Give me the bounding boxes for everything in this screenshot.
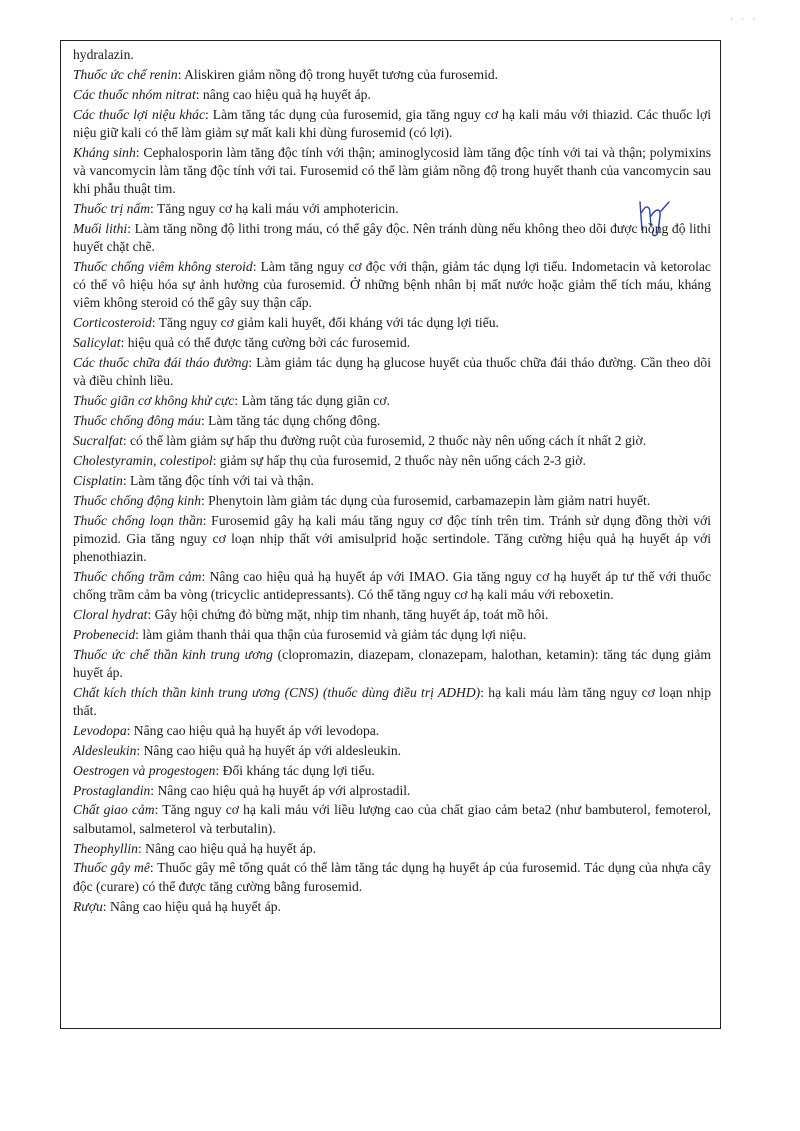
- interaction-text: : Làm tăng tác dụng giãn cơ.: [234, 393, 390, 409]
- drug-term: Các thuốc nhóm nitrat: [73, 86, 196, 102]
- interaction-text: : Tăng nguy cơ hạ kali máu với liều lượng cao của chất giao cảm beta2 (như bambuterol, femoterol, salbutamol, salmeterol và terbutalin).: [73, 802, 711, 836]
- interaction-text: : hiệu quả có thể được tăng cường bởi các furosemid.: [120, 335, 411, 351]
- interaction-entry: [73, 200, 711, 218]
- interaction-text: : làm giảm thanh thải qua thận của furosemid và giảm tác dụng lợi niệu.: [135, 626, 527, 642]
- interaction-entry: [73, 432, 711, 450]
- interaction-text: (clopromazin, diazepam, clonazepam, halothan, ketamin): tăng tác dụng giảm huyết áp.: [73, 646, 712, 680]
- interaction-text: : Nâng cao hiệu quả hạ huyết áp.: [102, 898, 281, 914]
- interaction-text: : Aliskiren giảm nồng độ trong huyết tương của furosemid.: [177, 66, 499, 82]
- interaction-entry: [73, 314, 711, 332]
- interaction-text: : Nâng cao hiệu quả hạ huyết áp với alprostadil.: [150, 782, 411, 798]
- interaction-text: : Furosemid gây hạ kali máu tăng nguy cơ độc tính trên tim. Tránh sử dụng đồng thời với pimozid. Gia tăng nguy cơ loạn nhịp thất với amisulprid hoặc sertindole. Tăng cường hiệu quả hạ huyết áp với phenothiazin.: [73, 512, 711, 564]
- interaction-text: : nâng cao hiệu quả hạ huyết áp.: [195, 86, 371, 102]
- drug-term: Thuốc chống động kinh: [73, 492, 201, 508]
- interaction-text: : Nâng cao hiệu quả hạ huyết áp với aldesleukin.: [136, 742, 402, 758]
- drug-term: Probenecid: [73, 626, 136, 642]
- interaction-text: : Cephalosporin làm tăng độc tính với thận; aminoglycosid làm tăng độc tính với tai và thận; polymixins và vancomycin làm tăng độc tính với tai. Furosemid có thể làm giảm nồng độ trong huyết thanh của vancomycin sau khi phẫu thuật tim.: [73, 144, 711, 197]
- drug-term: Các thuốc lợi niệu khác: [73, 106, 206, 122]
- drug-term: Theophyllin: [73, 840, 138, 856]
- interaction-text: : Tăng nguy cơ hạ kali máu với amphotericin.: [150, 201, 399, 217]
- interaction-entry: [73, 626, 711, 644]
- interaction-text: : có thể làm giảm sự hấp thu đường ruột của furosemid, 2 thuốc này nên uống cách ít nhất 2 giờ.: [122, 433, 647, 448]
- drug-term: Cisplatin: [73, 472, 123, 488]
- interaction-entry: [73, 742, 711, 760]
- interaction-entry: [73, 258, 711, 313]
- interaction-entry: [73, 606, 711, 624]
- intro-line: [73, 46, 711, 64]
- interaction-entry: [73, 334, 711, 352]
- interaction-text: : Làm tăng nồng độ lithi trong máu, có thể gây độc. Nên tránh dùng nếu không theo dõi được nồng độ lithi huyết chặt chẽ.: [73, 220, 711, 255]
- interaction-text: : hạ kali máu làm tăng nguy cơ loạn nhịp thất.: [73, 684, 711, 719]
- interaction-entry: [73, 412, 711, 430]
- interaction-list: [73, 46, 711, 917]
- drug-term: Cholestyramin, colestipol: [73, 452, 213, 468]
- interaction-text: : Nâng cao hiệu quả hạ huyết áp với IMAO. Gia tăng nguy cơ hạ huyết áp tư thế với thuốc chống trầm cảm ba vòng (tricyclic antidepressants). Có thể tăng nguy cơ hạ kali máu với reboxetin.: [73, 568, 712, 603]
- drug-term: Muối lithi: [73, 220, 128, 236]
- interaction-text: : Làm tăng nguy cơ độc với thận, giảm tác dụng lợi tiểu. Indometacin và ketorolac có thể vô hiệu hóa sự ảnh hưởng của furosemid. Ở những bệnh nhân bị mất nước hoặc giảm thể tích máu, kháng viêm không steroid có thể gây suy thận cấp.: [73, 259, 711, 311]
- drug-term: Các thuốc chữa đái tháo đường: [73, 355, 249, 371]
- interaction-text: : Thuốc gây mê tổng quát có thể làm tăng tác dụng hạ huyết áp của furosemid. Tác dụng của nhựa cây độc (curare) có thể được tăng cường bằng furosemid.: [73, 860, 712, 894]
- interaction-text: : Nâng cao hiệu quả hạ huyết áp.: [137, 840, 317, 856]
- drug-term: Thuốc chống loạn thần: [73, 512, 203, 528]
- drug-term: Kháng sinh: [73, 144, 136, 160]
- interaction-entry: [73, 898, 711, 916]
- interaction-text: : Làm tăng độc tính với tai và thận.: [122, 472, 314, 488]
- drug-term: Cloral hydrat: [73, 606, 148, 622]
- drug-term: Rượu: [73, 898, 103, 914]
- interaction-text: : Nâng cao hiệu quả hạ huyết áp với levodopa.: [126, 722, 380, 738]
- interaction-entry: [73, 86, 711, 104]
- intro-text: hydralazin.: [73, 47, 134, 62]
- drug-term: Thuốc chống viêm không steroid: [73, 259, 253, 275]
- entries: [73, 66, 711, 916]
- drug-term: Thuốc chống trầm cảm: [73, 568, 202, 584]
- scan-artifact: · · ·: [730, 14, 759, 24]
- drug-term: Salicylat: [73, 335, 121, 351]
- interaction-text: : Làm tăng tác dụng chống đông.: [201, 413, 381, 429]
- drug-term: Thuốc trị nấm: [73, 201, 151, 217]
- interaction-text: : Làm giảm tác dụng hạ glucose huyết của thuốc chữa đái tháo đường. Cần theo dõi và điều chỉnh liều.: [73, 355, 711, 389]
- interaction-entry: [73, 392, 711, 410]
- drug-term: Chất giao cảm: [73, 802, 155, 818]
- drug-term: Thuốc ức chế thần kinh trung ương: [73, 646, 273, 662]
- drug-term: Thuốc gây mê: [73, 860, 150, 876]
- interaction-text: : Tăng nguy cơ giảm kali huyết, đối kháng với tác dụng lợi tiểu.: [151, 315, 499, 331]
- interaction-entry: [73, 106, 711, 142]
- interaction-entry: [73, 722, 711, 740]
- drug-term: Chất kích thích thần kinh trung ương (CNS) (thuốc dùng điều trị ADHD): [73, 684, 481, 700]
- interaction-entry: [73, 840, 711, 858]
- interaction-entry: [73, 66, 711, 84]
- interaction-entry: [73, 472, 711, 490]
- interaction-entry: [73, 220, 711, 256]
- interaction-text: : Phenytoin làm giảm tác dụng của furosemid, carbamazepin làm giảm natri huyết.: [201, 492, 651, 508]
- drug-term: Aldesleukin: [73, 742, 137, 758]
- interaction-text: : Gây hội chứng đỏ bừng mặt, nhịp tim nhanh, tăng huyết áp, toát mồ hôi.: [147, 606, 549, 622]
- drug-term: Thuốc chống đông máu: [73, 413, 201, 429]
- interaction-entry: [73, 512, 711, 567]
- interaction-entry: [73, 782, 711, 800]
- interaction-text: : Làm tăng tác dụng của furosemid, gia tăng nguy cơ hạ kali máu với thiazid. Các thuốc lợi niệu giữ kali có thể làm giảm sự mất kali khi dùng furosemid (có lợi).: [73, 106, 711, 140]
- drug-term: Oestrogen và progestogen: [73, 762, 216, 778]
- interaction-entry: [73, 452, 711, 470]
- drug-term: Prostaglandin: [73, 782, 151, 798]
- interaction-entry: [73, 859, 711, 895]
- interaction-text: : Đối kháng tác dụng lợi tiểu.: [215, 762, 375, 778]
- drug-term: Levodopa: [73, 722, 127, 738]
- interaction-entry: [73, 144, 711, 199]
- interaction-entry: [73, 801, 711, 837]
- drug-term: Sucralfat: [73, 433, 123, 448]
- interaction-entry: [73, 646, 711, 682]
- drug-term: Thuốc giãn cơ không khử cực: [73, 393, 235, 409]
- interaction-entry: [73, 568, 711, 604]
- interaction-text: : giảm sự hấp thụ của furosemid, 2 thuốc này nên uống cách 2-3 giờ.: [212, 452, 586, 468]
- drug-term: Corticosteroid: [73, 315, 152, 331]
- interaction-entry: [73, 354, 711, 390]
- interaction-entry: [73, 762, 711, 780]
- interaction-entry: [73, 492, 711, 510]
- drug-term: Thuốc ức chế renin: [73, 66, 178, 82]
- interaction-entry: [73, 684, 711, 720]
